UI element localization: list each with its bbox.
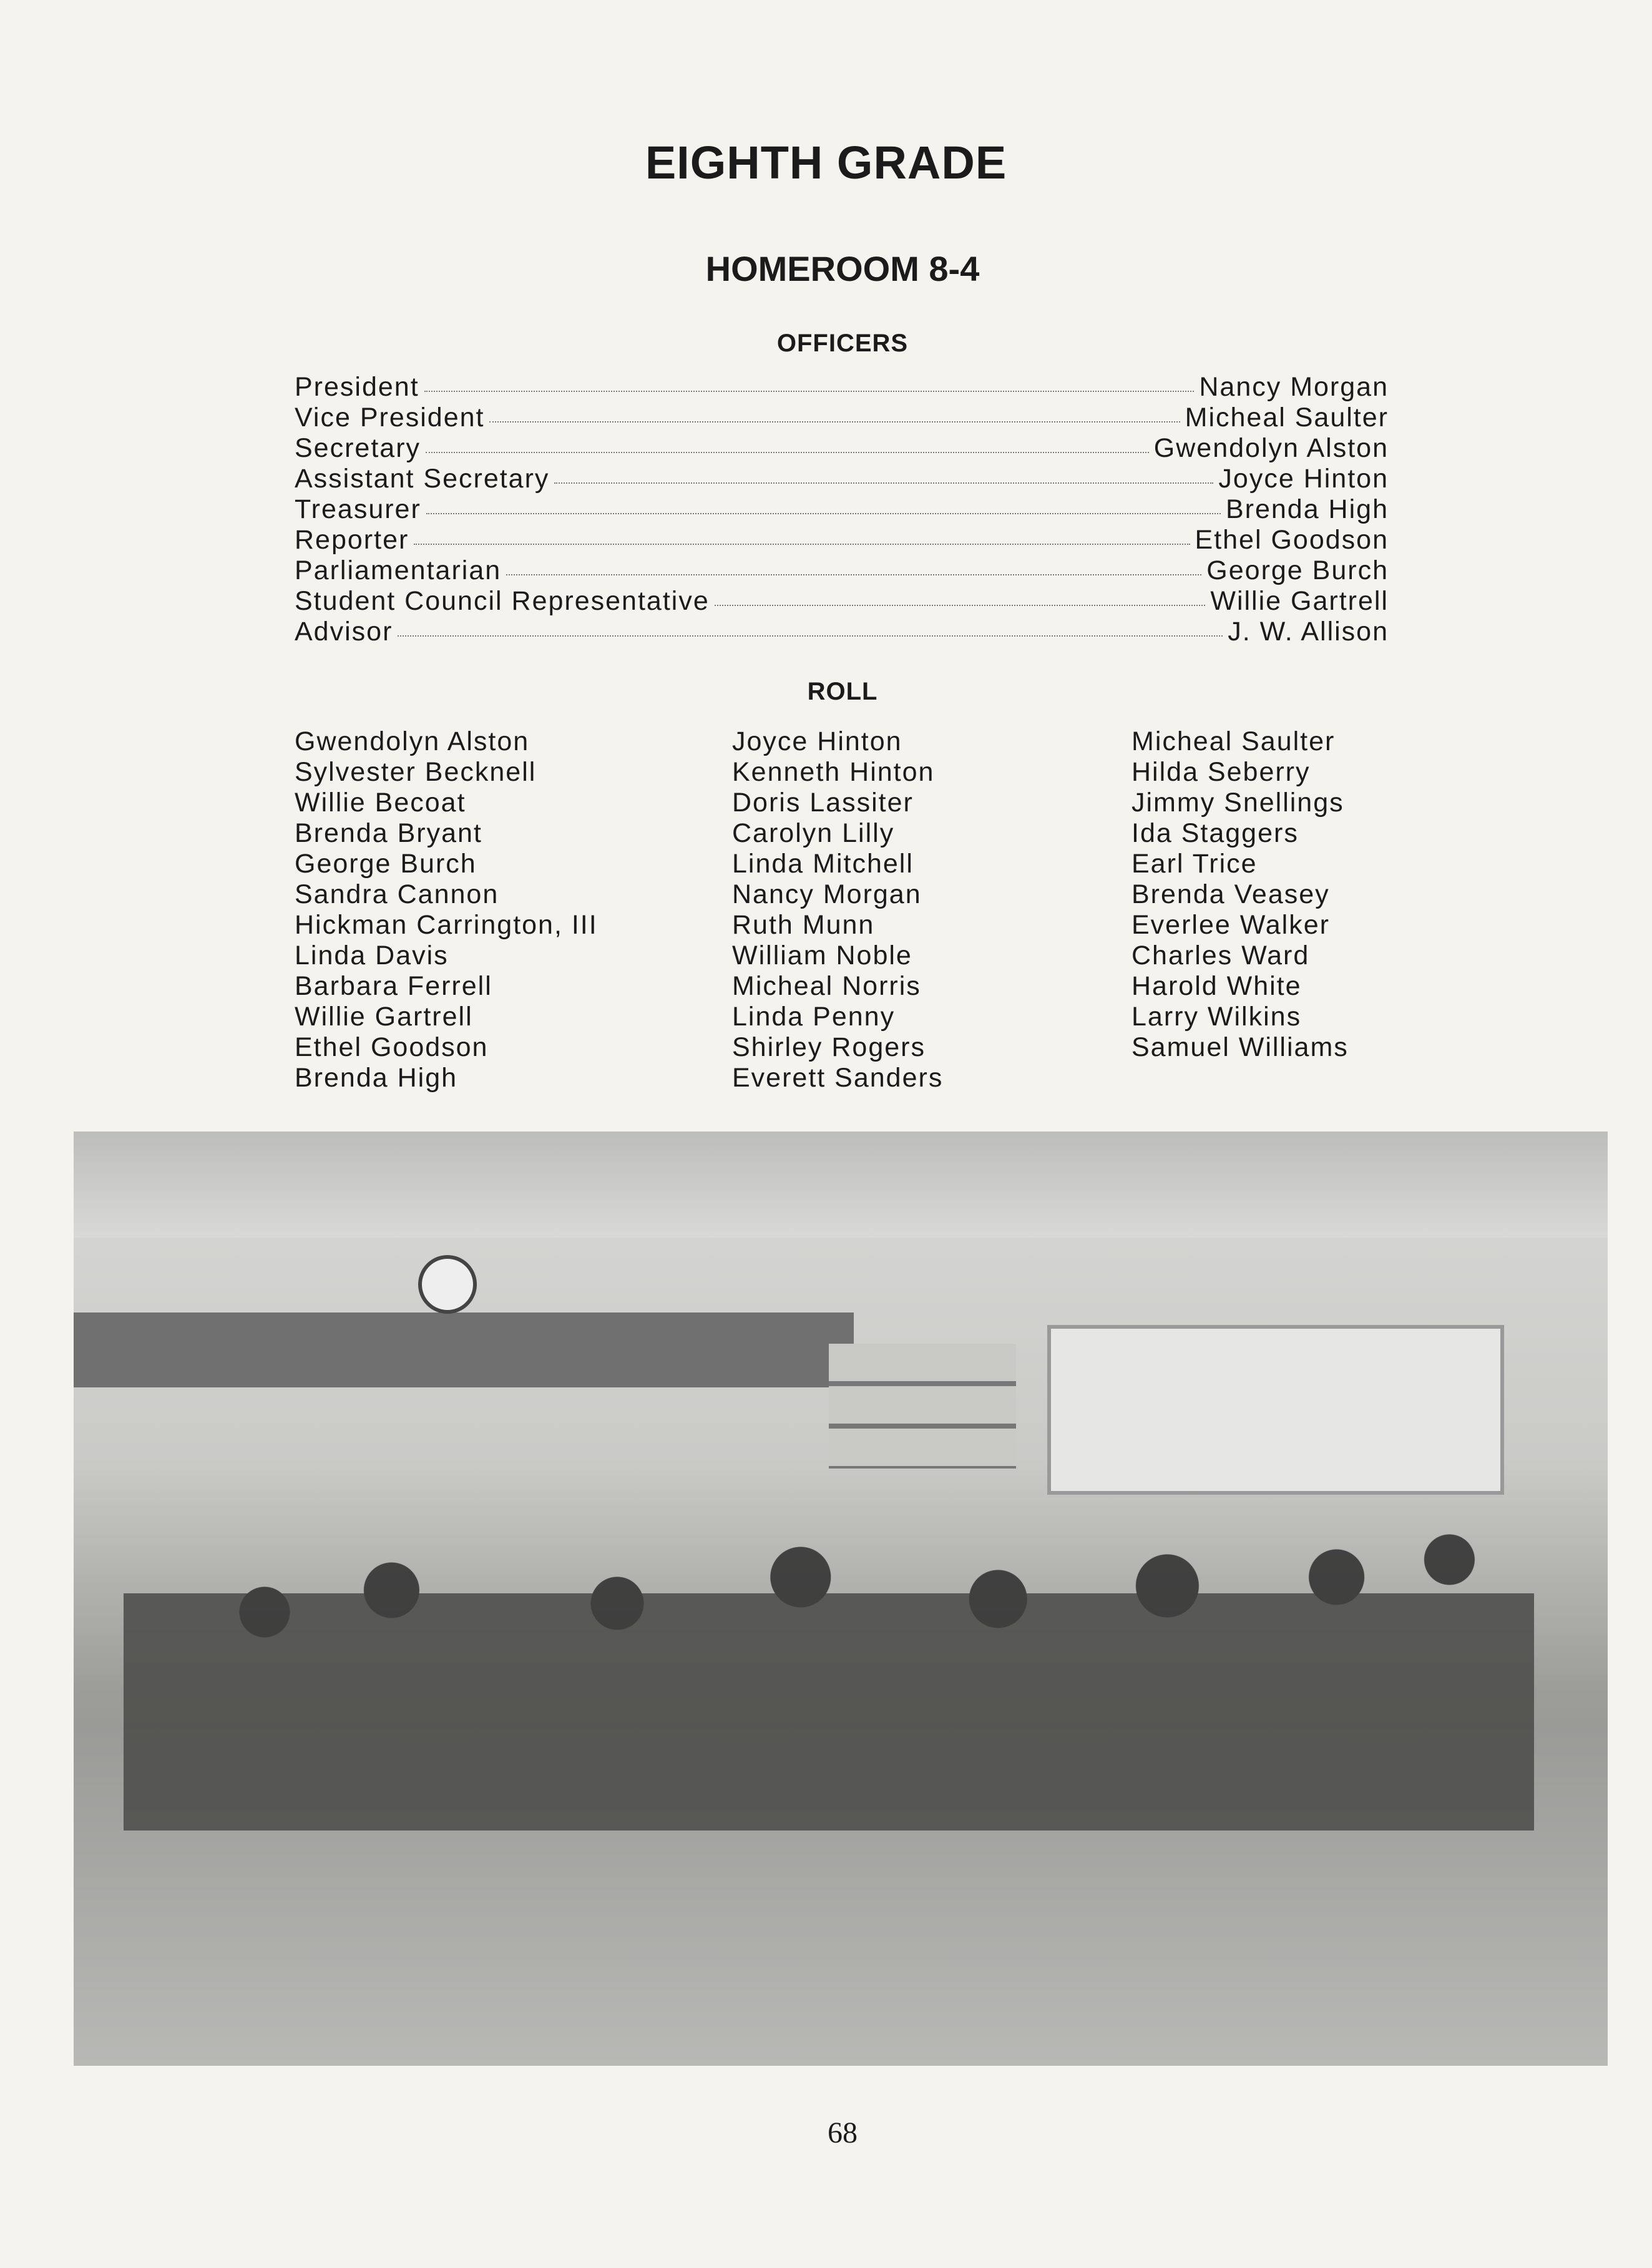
roll-name: Willie Gartrell bbox=[295, 1002, 473, 1032]
page-number: 68 bbox=[828, 2116, 858, 2149]
dotted-leader bbox=[554, 482, 1213, 484]
roll-name: Hilda Seberry bbox=[1131, 757, 1311, 787]
roll-name: Doris Lassiter bbox=[732, 788, 914, 818]
roll-name: Samuel Williams bbox=[1131, 1032, 1349, 1062]
officer-name: Gwendolyn Alston bbox=[1153, 433, 1389, 463]
classroom-photo bbox=[74, 1132, 1608, 2066]
roll-name: Larry Wilkins bbox=[1131, 1002, 1302, 1032]
roll-name: Earl Trice bbox=[1131, 849, 1258, 879]
roll-name: Hickman Carrington, III bbox=[295, 910, 598, 940]
dotted-leader bbox=[426, 513, 1221, 514]
photo-bookshelf bbox=[829, 1344, 1016, 1469]
officer-row bbox=[295, 372, 1389, 403]
roll-name: Everett Sanders bbox=[732, 1063, 944, 1093]
officer-role: Assistant Secretary bbox=[295, 464, 550, 494]
officer-name: Ethel Goodson bbox=[1195, 525, 1389, 555]
roll-name: Sandra Cannon bbox=[295, 879, 499, 909]
roll-name: George Burch bbox=[295, 849, 477, 879]
roll-name: Brenda Veasey bbox=[1131, 879, 1330, 909]
officer-row bbox=[295, 586, 1389, 617]
roll-name: Gwendolyn Alston bbox=[295, 726, 530, 756]
officer-role: Advisor bbox=[295, 617, 393, 647]
dotted-leader bbox=[506, 574, 1201, 575]
photo-bulletin-board bbox=[1047, 1325, 1504, 1495]
officer-role: Reporter bbox=[295, 525, 409, 555]
officer-name: Brenda High bbox=[1225, 494, 1389, 524]
page-title: EIGHTH GRADE bbox=[645, 137, 1007, 188]
roll-name: Micheal Norris bbox=[732, 971, 921, 1001]
officer-role: Treasurer bbox=[295, 494, 421, 524]
officer-role: Secretary bbox=[295, 433, 421, 463]
dotted-leader bbox=[489, 421, 1180, 423]
roll-name: Barbara Ferrell bbox=[295, 971, 492, 1001]
roll-name: Jimmy Snellings bbox=[1131, 788, 1344, 818]
roll-name: Nancy Morgan bbox=[732, 879, 922, 909]
officer-row bbox=[295, 555, 1389, 586]
officer-row bbox=[295, 464, 1389, 494]
roll-name: Willie Becoat bbox=[295, 788, 466, 818]
roll-column-1 bbox=[295, 726, 598, 1093]
dotted-leader bbox=[424, 391, 1195, 392]
homeroom-title: HOMEROOM 8-4 bbox=[705, 249, 980, 288]
roll-name: Kenneth Hinton bbox=[732, 757, 935, 787]
roll-name: Ethel Goodson bbox=[295, 1032, 489, 1062]
dotted-leader bbox=[426, 452, 1149, 453]
photo-chalkboard bbox=[74, 1312, 854, 1387]
roll-heading: ROLL bbox=[807, 678, 878, 705]
roll-name: William Noble bbox=[732, 941, 912, 970]
officer-role: Parliamentarian bbox=[295, 555, 502, 585]
officer-row bbox=[295, 494, 1389, 525]
roll-name: Ida Staggers bbox=[1131, 818, 1299, 848]
roll-name: Joyce Hinton bbox=[732, 726, 902, 756]
roll-name: Brenda High bbox=[295, 1063, 458, 1093]
roll-name: Micheal Saulter bbox=[1131, 726, 1336, 756]
officer-role: Vice President bbox=[295, 403, 485, 433]
officer-row bbox=[295, 433, 1389, 464]
roll-name: Harold White bbox=[1131, 971, 1302, 1001]
officer-row bbox=[295, 525, 1389, 555]
officer-role: Student Council Representative bbox=[295, 586, 710, 616]
officer-name: J. W. Allison bbox=[1228, 617, 1389, 647]
roll-name: Everlee Walker bbox=[1131, 910, 1330, 940]
roll-name: Charles Ward bbox=[1131, 941, 1310, 970]
officer-row bbox=[295, 403, 1389, 433]
roll-name: Linda Davis bbox=[295, 941, 449, 970]
roll-name: Shirley Rogers bbox=[732, 1032, 926, 1062]
roll-name: Linda Mitchell bbox=[732, 849, 914, 879]
officer-name: Willie Gartrell bbox=[1210, 586, 1389, 616]
officer-row bbox=[295, 617, 1389, 647]
roll-name: Sylvester Becknell bbox=[295, 757, 537, 787]
photo-ceiling bbox=[74, 1132, 1608, 1238]
dotted-leader bbox=[414, 544, 1190, 545]
roll-name: Carolyn Lilly bbox=[732, 818, 895, 848]
dotted-leader bbox=[398, 635, 1223, 637]
officer-name: George Burch bbox=[1206, 555, 1389, 585]
clock-icon bbox=[418, 1255, 477, 1314]
roll-name: Linda Penny bbox=[732, 1002, 896, 1032]
officer-name: Micheal Saulter bbox=[1185, 403, 1389, 433]
officers-heading: OFFICERS bbox=[776, 330, 909, 357]
roll-name: Brenda Bryant bbox=[295, 818, 482, 848]
officers-list bbox=[295, 372, 1389, 647]
officer-name: Nancy Morgan bbox=[1199, 372, 1389, 402]
officer-name: Joyce Hinton bbox=[1218, 464, 1389, 494]
roll-column-2 bbox=[732, 726, 943, 1093]
roll-name: Ruth Munn bbox=[732, 910, 875, 940]
officer-role: President bbox=[295, 372, 419, 402]
roll-column-3 bbox=[1131, 726, 1349, 1063]
photo-students bbox=[124, 1481, 1534, 1918]
dotted-leader bbox=[715, 605, 1206, 606]
